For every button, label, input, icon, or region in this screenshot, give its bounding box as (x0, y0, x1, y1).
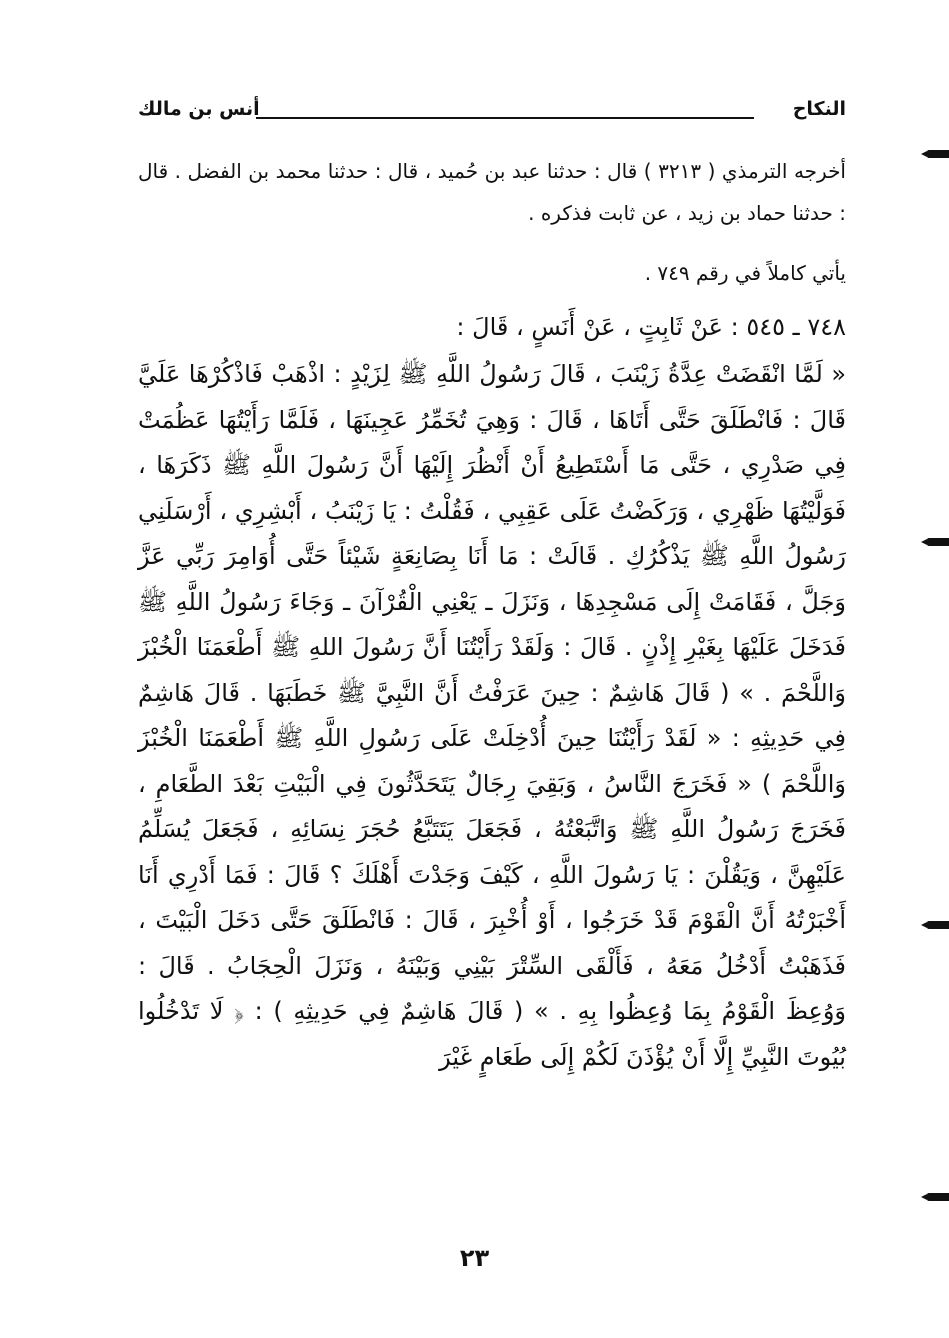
margin-mark (927, 921, 949, 929)
footnote-reference: أخرجه الترمذي ( ٣٢١٣ ) قال : حدثنا عبد بن حُميد ، قال : حدثنا محمد بن الفضل . قال : حدثنا حماد بن زيد ، عن ثابت فذكره . (138, 159, 846, 225)
hadith-text: « لَمَّا انْقَضَتْ عِدَّةُ زَيْنَبَ ، قَالَ رَسُولُ اللَّهِ ﷺ لِزَيْدٍ : اذْهَبْ فَاذْكُرْهَا عَلَيَّ قَالَ : فَانْطَلَقَ حَتَّى أَتَاهَا ، قَالَ : وَهِيَ تُخَمِّرُ عَجِينَهَا ، فَلَمَّا رَأَيْتُهَا عَظُمَتْ فِي صَدْرِي ، حَتَّى مَا أَسْتَطِيعُ أَنْ أَنْظُرَ إِلَيْهَا أَنَّ رَسُولَ اللَّهِ ﷺ ذَكَرَهَا ، فَوَلَّيْتُهَا ظَهْرِي ، وَرَكَضْتُ عَلَى عَقِبِي ، فَقُلْتُ : يَا زَيْنَبُ ، أَبْشِرِي ، أَرْسَلَنِي رَسُولُ اللَّهِ ﷺ يَذْكُرُكِ . قَالَتْ : مَا أَنَا بِصَانِعَةٍ شَيْئاً حَتَّى أُوَامِرَ رَبِّي عَزَّ وَجَلَّ ، فَقَامَتْ إِلَى مَسْجِدِهَا ، وَنَزَلَ ـ يَعْنِي الْقُرْآنَ ـ وَجَاءَ رَسُولُ اللَّهِ ﷺ فَدَخَلَ عَلَيْهَا بِغَيْرِ إِذْنٍ . قَالَ : وَلَقَدْ رَأَيْتُنَا أَنَّ رَسُولَ اللهِ ﷺ أَطْعَمَنَا الْخُبْزَ وَاللَّحْمَ . » ( قَالَ هَاشِمٌ : حِينَ عَرَفْتُ أَنَّ النَّبِيَّ ﷺ خَطَبَهَا . قَالَ هَاشِمٌ فِي حَدِيثِهِ : « لَقَدْ رَأَيْتُنَا حِينَ أُدْخِلَتْ عَلَى رَسُولِ اللَّهِ ﷺ أَطْعَمَنَا الْخُبْزَ وَاللَّحْمَ ) « فَخَرَجَ النَّاسُ ، وَبَقِيَ رِجَالٌ يَتَحَدَّثُونَ فِي الْبَيْتِ بَعْدَ الطَّعَامِ ، فَخَرَجَ رَسُولُ اللَّهِ ﷺ وَاتَّبَعْتُهُ ، فَجَعَلَ يَتَتَبَّعُ حُجَرَ نِسَائِهِ ، فَجَعَلَ يُسَلِّمُ عَلَيْهِنَّ ، وَيَقُلْنَ : يَا رَسُولَ اللَّهِ ، كَيْفَ وَجَدْتَ أَهْلَكَ ؟ قَالَ : فَمَا أَدْرِي أَنَا أَخْبَرْتُهُ أَنَّ الْقَوْمَ قَدْ خَرَجُوا ، أَوْ أُخْبِرَ ، قَالَ : فَانْطَلَقَ حَتَّى دَخَلَ الْبَيْتَ ، فَذَهَبْتُ أَدْخُلُ مَعَهُ ، فَأَلْقَى السِّتْرَ بَيْنِي وَبَيْنَهُ ، وَنَزَلَ الْحِجَابُ . قَالَ : وَوُعِظَ الْقَوْمُ بِمَا وُعِظُوا بِهِ . » ( قَالَ هَاشِمٌ فِي حَدِيثِهِ ) : ﴿ لَا تَدْخُلُوا بُيُوتَ النَّبِيِّ إِلَّا أَنْ يُؤْذَنَ لَكُمْ إِلَى طَعَامٍ غَيْرَ (138, 360, 846, 1071)
hadith-number: ٧٤٨ ـ ٥٤٥ : (730, 313, 846, 341)
margin-mark (927, 150, 949, 158)
running-header (138, 98, 846, 128)
hadith-heading (138, 305, 846, 349)
header-rule (256, 117, 754, 119)
chapter-title: النكاح (792, 98, 846, 120)
hadith-chain: عَنْ ثَابِتٍ ، عَنْ أَنَسٍ ، قَالَ : (456, 313, 723, 341)
margin-mark (927, 538, 949, 546)
page-number: ٢٣ (459, 1244, 490, 1272)
book-title: أنس بن مالك (138, 98, 260, 120)
footnote-note: يأتي كاملاً في رقم ٧٤٩ . (644, 261, 846, 285)
margin-mark (927, 1193, 949, 1201)
